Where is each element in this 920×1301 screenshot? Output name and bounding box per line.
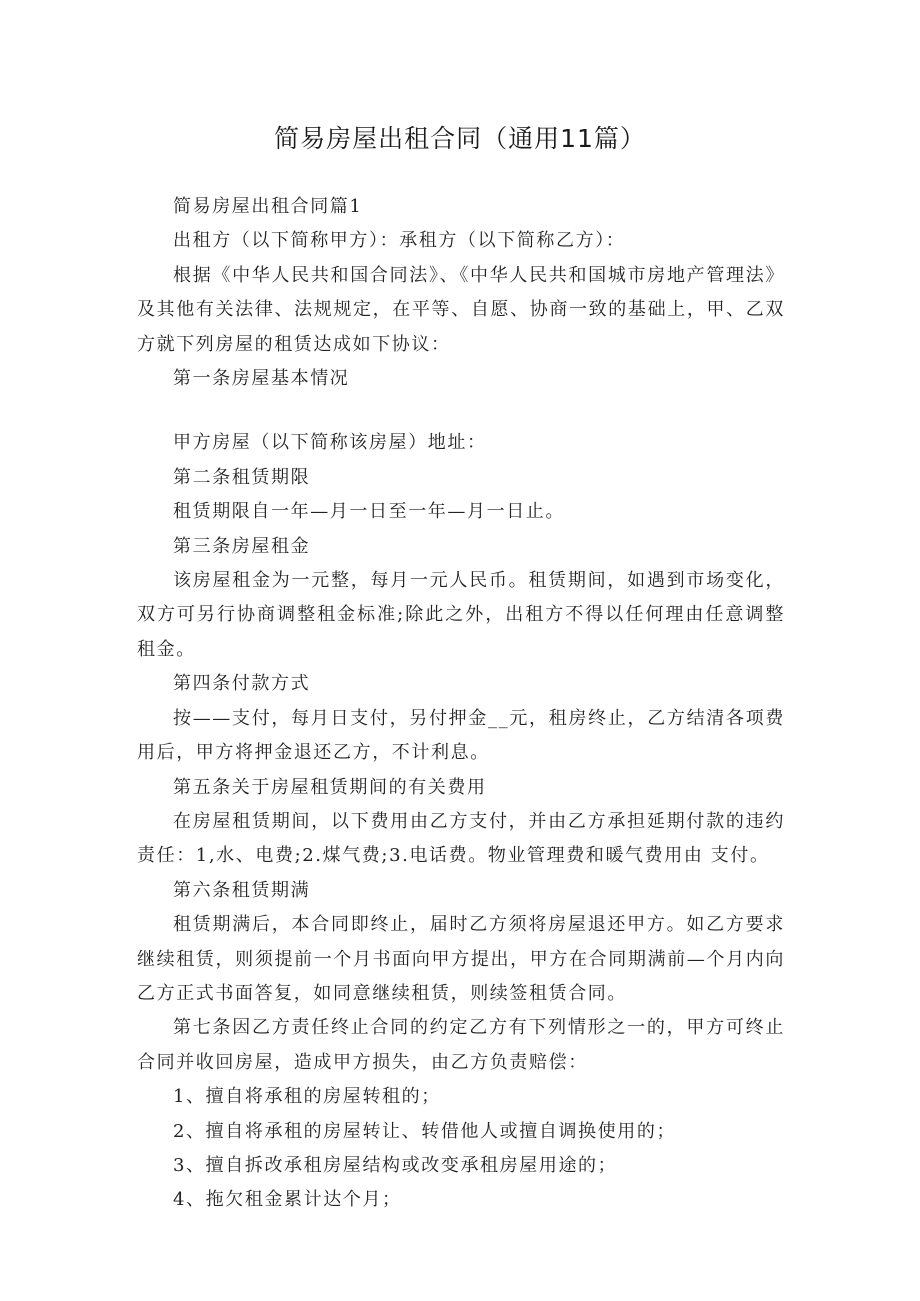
section-heading: 简易房屋出租合同篇1 [173, 196, 363, 217]
article-heading: 第二条租赁期限 [173, 466, 311, 488]
list-item: 1、擅自将承租的房屋转租的； [173, 1086, 441, 1108]
document-title: 简易房屋出租合同（通用11篇） [274, 124, 646, 153]
paragraph: 租赁期限自一年—月一日至一年—月一日止。 [173, 501, 565, 523]
parties-line: 出租方（以下简称甲方）：承租方（以下简称乙方）： [173, 230, 626, 252]
article-heading: 第四条付款方式 [173, 673, 311, 695]
article-heading: 第一条房屋基本情况 [173, 368, 350, 390]
document-body [137, 190, 785, 1218]
paragraph: 按——支付，每月日支付，另付押金__元，租房终止，乙方结清各项费用后，甲方将押金退还乙方，不计利息。 [137, 707, 785, 764]
article-heading: 第三条房屋租金 [173, 535, 311, 557]
paragraph: 第七条因乙方责任终止合同的约定乙方有下列情形之一的，甲方可终止合同并收回房屋，造成甲方损失，由乙方负责赔偿： [137, 1017, 785, 1073]
article-heading: 第六条租赁期满 [173, 879, 311, 901]
article-heading: 第五条关于房屋租赁期间的有关费用 [173, 776, 487, 798]
preamble-paragraph: 根据《中华人民共和国合同法》、《中华人民共和国城市房地产管理法》及其他有关法律、法规规定，在平等、自愿、协商一致的基础上，甲、乙双方就下列房屋的租赁达成如下协议： [137, 264, 785, 355]
paragraph: 租赁期满后，本合同即终止，届时乙方须将房屋退还甲方。如乙方要求继续租赁，则须提前一个月书面向甲方提出，甲方在合同期满前—个月内向乙方正式书面答复，如同意继续租赁，则续签租赁合同。 [137, 914, 785, 1004]
paragraph: 该房屋租金为一元整，每月一元人民币。租赁期间，如遇到市场变化，双方可另行协商调整租金标准;除此之外，出租方不得以任何理由任意调整租金。 [137, 570, 785, 660]
paragraph: 甲方房屋（以下简称该房屋）地址： [173, 432, 487, 454]
paragraph: 在房屋租赁期间，以下费用由乙方支付，并由乙方承担延期付款的违约责任：1,水、电费;2.煤气费;3.电话费。物业管理费和暖气费用由 支付。 [137, 810, 785, 867]
list-item: 2、擅自将承租的房屋转让、转借他人或擅自调换使用的； [173, 1120, 677, 1142]
list-item: 3、擅自拆改承租房屋结构或改变承租房屋用途的； [173, 1154, 618, 1176]
list-item: 4、拖欠租金累计达个月； [173, 1189, 402, 1211]
